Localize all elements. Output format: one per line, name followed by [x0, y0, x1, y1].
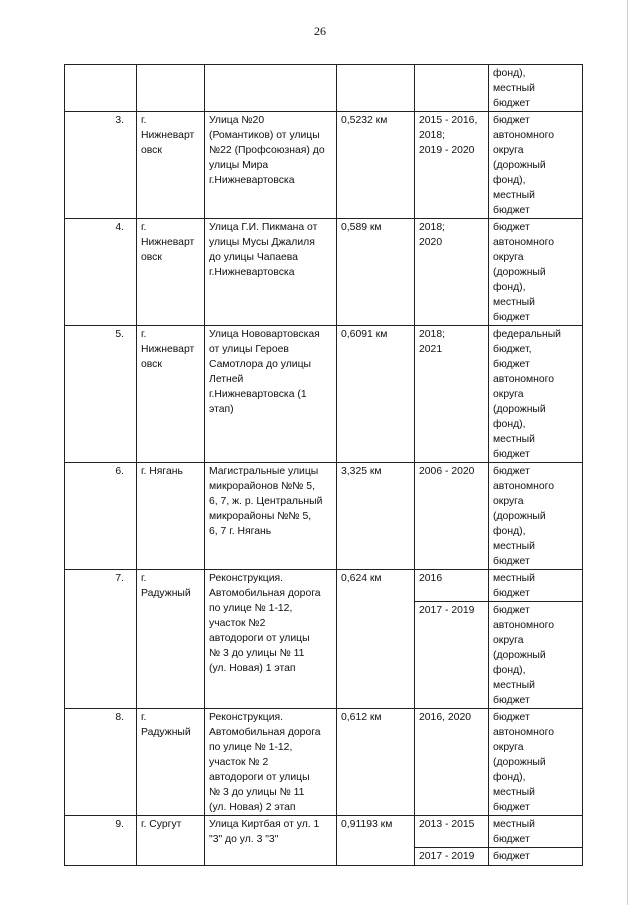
city-cell: г. Нижневарт овск: [137, 112, 205, 219]
funding-source-cell: местный бюджет: [489, 816, 583, 848]
roads-table-body: [65, 65, 583, 866]
years-cell: 2018; 2021: [415, 326, 489, 463]
row-number-cell: 6.: [65, 463, 137, 570]
length-cell: 0,6091 км: [337, 326, 415, 463]
table-row: [65, 570, 583, 602]
length-cell: 0,91193 км: [337, 816, 415, 866]
object-cell: Реконструкция. Автомобильная дорога по улице № 1-12, участок № 2 автодороги от улицы № 3 до улицы № 11 (ул. Новая) 2 этап: [205, 709, 337, 816]
table-row: [65, 709, 583, 816]
years-cell: 2015 - 2016, 2018; 2019 - 2020: [415, 112, 489, 219]
years-cell: 2017 - 2019: [415, 602, 489, 709]
city-cell: г. Сургут: [137, 816, 205, 866]
years-cell: 2016, 2020: [415, 709, 489, 816]
row-number-cell: 8.: [65, 709, 137, 816]
roads-table: [64, 64, 583, 866]
years-cell: 2013 - 2015: [415, 816, 489, 848]
city-cell: г. Нижневарт овск: [137, 219, 205, 326]
row-number-cell: 5.: [65, 326, 137, 463]
table-row: [65, 112, 583, 219]
length-cell: 0,612 км: [337, 709, 415, 816]
page-number: 26: [314, 24, 326, 38]
object-cell: Магистральные улицы микрорайонов №№ 5, 6, 7, ж. р. Центральный микрорайоны №№ 5, 6, 7 г. Нягань: [205, 463, 337, 570]
object-cell: Улица Нововартовская от улицы Героев Самотлора до улицы Летней г.Нижневартовска (1 этап): [205, 326, 337, 463]
scan-edge-line: [627, 0, 628, 905]
table-row: [65, 65, 583, 112]
object-cell: Реконструкция. Автомобильная дорога по улице № 1-12, участок №2 автодороги от улицы № 3 до улицы № 11 (ул. Новая) 1 этап: [205, 570, 337, 709]
funding-source-cell: бюджет автономного округа (дорожный фонд), местный бюджет: [489, 709, 583, 816]
funding-source-cell: местный бюджет: [489, 570, 583, 602]
city-cell: г. Радужный: [137, 709, 205, 816]
years-cell: 2017 - 2019: [415, 848, 489, 866]
object-cell: Улица Киртбая от ул. 1 "3" до ул. 3 "3": [205, 816, 337, 866]
object-cell: Улица Г.И. Пикмана от улицы Мусы Джалиля до улицы Чапаева г.Нижневартовска: [205, 219, 337, 326]
object-cell: Улица №20 (Романтиков) от улицы №22 (Профсоюзная) до улицы Мира г.Нижневартовска: [205, 112, 337, 219]
city-cell: г. Нягань: [137, 463, 205, 570]
length-cell: 3,325 км: [337, 463, 415, 570]
funding-source-cell: бюджет автономного округа (дорожный фонд), местный бюджет: [489, 219, 583, 326]
row-number-cell: 9.: [65, 816, 137, 866]
city-cell: [137, 65, 205, 112]
funding-source-cell: федеральный бюджет, бюджет автономного округа (дорожный фонд), местный бюджет: [489, 326, 583, 463]
funding-source-cell: бюджет автономного округа (дорожный фонд), местный бюджет: [489, 112, 583, 219]
funding-source-cell: бюджет автономного округа (дорожный фонд), местный бюджет: [489, 463, 583, 570]
years-cell: [415, 65, 489, 112]
table-row: [65, 816, 583, 848]
row-number-cell: 3.: [65, 112, 137, 219]
table-row: [65, 463, 583, 570]
years-cell: 2006 - 2020: [415, 463, 489, 570]
years-cell: 2018; 2020: [415, 219, 489, 326]
funding-source-cell: бюджет автономного округа (дорожный фонд), местный бюджет: [489, 602, 583, 709]
row-number-cell: 4.: [65, 219, 137, 326]
city-cell: г. Нижневарт овск: [137, 326, 205, 463]
row-number-cell: [65, 65, 137, 112]
funding-source-cell: фонд), местный бюджет: [489, 65, 583, 112]
years-cell: 2016: [415, 570, 489, 602]
funding-source-cell: бюджет: [489, 848, 583, 866]
length-cell: 0,5232 км: [337, 112, 415, 219]
city-cell: г. Радужный: [137, 570, 205, 709]
length-cell: [337, 65, 415, 112]
object-cell: [205, 65, 337, 112]
table-row: [65, 326, 583, 463]
row-number-cell: 7.: [65, 570, 137, 709]
length-cell: 0,624 км: [337, 570, 415, 709]
table-row: [65, 219, 583, 326]
length-cell: 0,589 км: [337, 219, 415, 326]
